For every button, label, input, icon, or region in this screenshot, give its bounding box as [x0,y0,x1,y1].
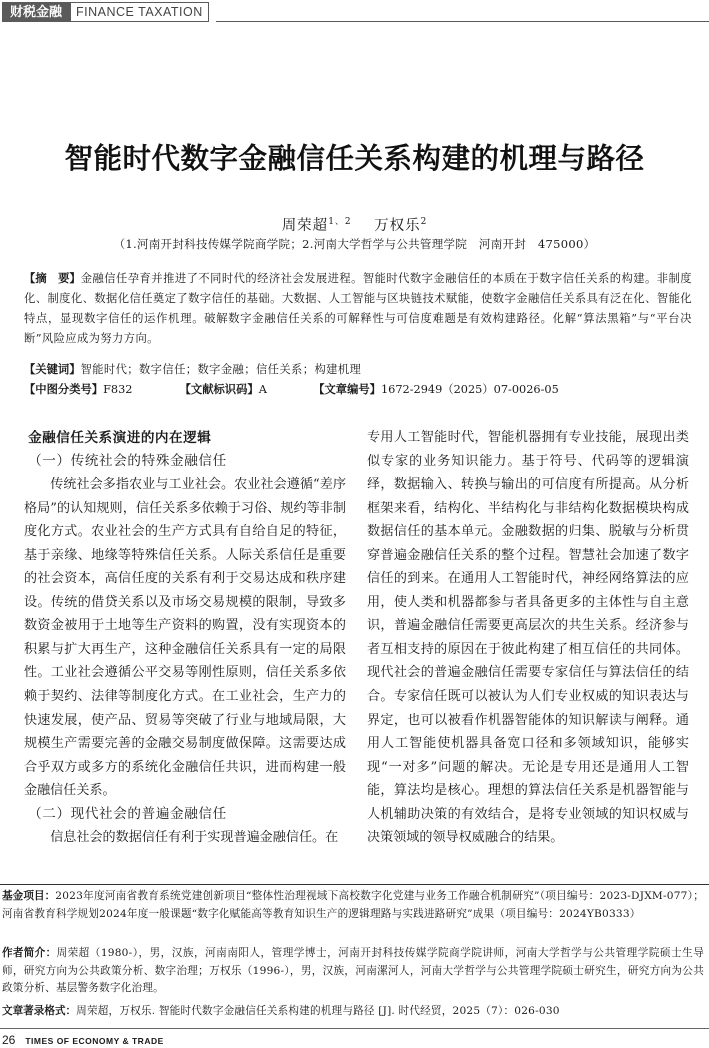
page-number: 26 [2,1033,16,1047]
classification-row [24,380,704,400]
author-1-affil: 1、2 [328,217,352,228]
author-bio-label: 作者简介： [2,947,57,959]
subsection-heading: （二）现代社会的普遍金融信任 [28,805,227,822]
author-2-affil: 2 [420,217,428,228]
author-2: 万权乐 [374,218,421,234]
footnote-rule [0,884,709,885]
section-label-cn: 财税金融 [2,2,70,22]
author-line [0,214,709,235]
doc-value: A [258,383,267,396]
citation-note [2,1003,704,1021]
article-title: 智能时代数字金融信任关系构建的机理与路径 [64,141,645,175]
affiliation: （1.河南开封科技传媒学院商学院；2.河南大学哲学与公共管理学院 河南开封 475000） [113,237,596,251]
keywords-label: 【关键词】 [24,364,81,376]
doc-label: 【文献标识码】 [179,384,259,396]
section-header [2,2,209,22]
keywords-text: 智能时代；数字信任；数字金融；信任关系；构建机理 [80,363,362,376]
body-column-left [24,426,346,850]
abstract [24,269,692,349]
article-no-label: 【文章编号】 [313,384,381,396]
citation-text: 周荣超，万权乐. 智能时代数字金融信任关系构建的机理与路径 [J]. 时代经贸，2025（7）：026-030 [76,1005,560,1017]
paragraph: 信息社会的数据信任有利于实现普遍金融信任。在 [50,830,339,846]
page-footer [2,1033,164,1047]
paragraph: 专用人工智能时代，智能机器拥有专业技能，展现出类似专家的业务知识能力。基于符号、代码等的逻辑演绎，数据输入、转换与输出的可信度有所提高。从分析框架来看，结构化、半结构化与非结构化数据模块构成数据信任的基本单元。金融数据的归集、脱敏与分析贯穿普遍金融信任关系的整个过程。智慧社会加速了数字信任的到来。在通用人工智能时代，神经网络算法的应用，使人类和机器都参与者具备更多的主体性与自主意识，普遍金融信任需要更高层次的共生关系。经济参与者互相支持的原因在于彼此构建了相互信任的共同体。现代社会的普遍金融信任需要专家信任与算法信任的结合。专家信任既可以被认为人们专业权威的知识表达与界定，也可以被看作机器智能体的知识解读与阐释。通用人工智能使机器具备宽口径和多领域知识，能够实现“一对多”问题的解决。无论是专用还是通用人工智能，算法均是核心。理想的算法信任关系是机器智能与人机辅助决策的有效结合，是将专业领域的知识权威与决策领域的领导权威融合的结果。 [367,430,689,846]
citation-label: 文章著录格式： [2,1005,77,1017]
article-no-value: 1672-2949（2025）07-0026-05 [380,383,559,396]
header-rule [216,21,709,22]
abstract-text: 金融信任孕育并推进了不同时代的经济社会发展进程。智能时代数字金融信任的本质在于数字信任关系的构建。非制度化、制度化、数据化信任奠定了数字信任的基础。大数据、人工智能与区块链技术赋能，使数字金融信任关系具有泛在化、智能化特点，显现数字信任的运作机理。破解数字金融信任关系的可解释性与可信度难题是有效构建路径。化解“算法黑箱”与“平台决断”风险应成为努力方向。 [24,272,692,345]
clc-value: F832 [103,383,133,396]
footer-rule [0,1028,709,1029]
clc-label: 【中图分类号】 [24,384,104,396]
author-bio-text: 周荣超（1980-），男，汉族，河南南阳人，管理学博士，河南开封科技传媒学院商学院讲师，河南大学哲学与公共管理学院硕士生导师，研究方向为公共政策分析、数字治理；万权乐（1996-），男，汉族，河南漯河人，河南大学哲学与公共管理学院硕士研究生，研究方向为公共政策分析、基层警务数字化治理。 [2,947,705,994]
fund-label: 基金项目： [2,890,56,902]
fund-note [2,888,704,923]
author-note [2,945,704,998]
keywords [24,360,692,380]
paragraph: 传统社会多指农业与工业社会。农业社会遵循“差序格局”的认知规则，信任关系多依赖于习俗、规约等非制度化方式。农业社会的生产方式具有自给自足的特征，基于亲缘、地缘等特殊信任关系。人际关系信任是重要的社会资本，高信任度的关系有利于交易达成和秩序建设。传统的借贷关系以及市场交易规模的限制，导致多数资金被用于土地等生产资料的购置，没有实现资本的积累与扩大再生产，这种金融信任关系具有一定的局限性。工业社会遵循公平交易等刚性原则，信任关系多依赖于契约、法律等制度化方式。在工业社会，生产力的快速发展，使产品、贸易等突破了行业与地域局限，大规模生产需要完善的金融交易制度做保障。这需要达成合乎双方或多方的系统化金融信任共识，进而构建一般金融信任关系。 [24,477,346,799]
abstract-label: 【摘 要】 [24,273,81,285]
journal-name: TIMES OF ECONOMY & TRADE [25,1036,164,1046]
fund-text: 2023年度河南省教育系统党建创新项目“整体性治理视域下高校数字化党建与业务工作融合机制研究”（项目编号：2023-DJXM-077）；河南省教育科学规划2024年度一般课题“数字化赋能高等教育知识生产的逻辑理路与实践进路研究”成果（项目编号：2024YB0333） [2,890,704,920]
section-label-en: FINANCE TAXATION [70,2,209,22]
body-column-right [367,426,689,850]
author-1: 周荣超 [281,218,329,234]
subsection-heading: （一）传统社会的特殊金融信任 [28,452,227,469]
section-heading: 金融信任关系演进的内在逻辑 [28,430,212,445]
